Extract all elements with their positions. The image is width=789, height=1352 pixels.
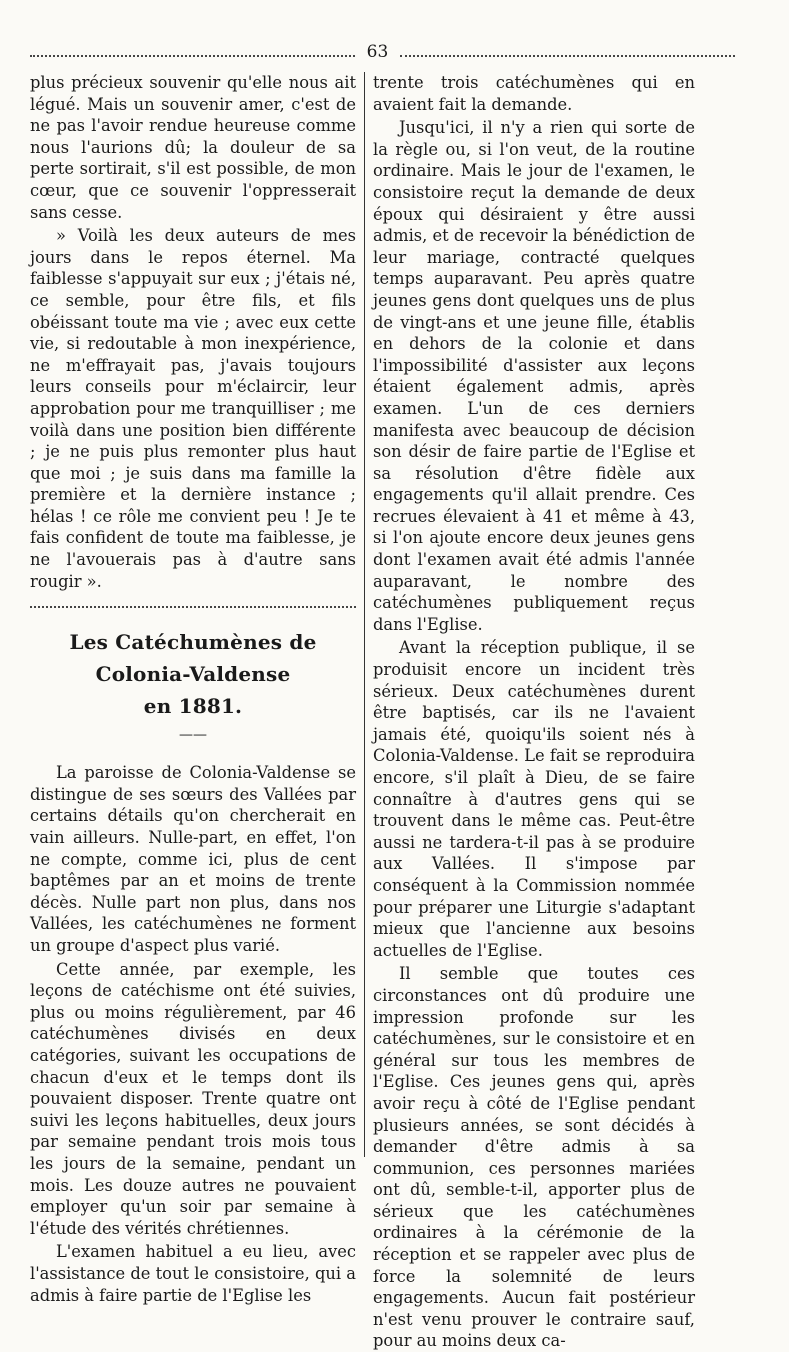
paragraph: Avant la réception publique, il se produisit encore un incident très sérieux. Deux catéchumènes durent être baptisés, car ils ne l'avaient jamais été, quoiqu'ils soient nés à Colonia-Valdense. Le fait se reproduira encore, s'il plaît à Dieu, de se faire connaître à d'autres gens qui se trouvent dans le même cas. Peut-être aussi ne tardera-t-il pas à se produire aux Vallées. Il s'impose par conséquent à la Commission nommée pour préparer une Liturgie s'adaptant mieux que l'ancienne aux besoins actuelles de l'Eglise. [373, 638, 695, 960]
paragraph: La paroisse de Colonia-Valdense se distingue de ses sœurs des Vallées par certains détails qu'on chercherait en vain ailleurs. Nulle-part, en effet, l'on ne compte, comme ici, plus de cent baptêmes par an et moins de trente décès. Nulle part non plus, dans nos Vallées, les catéchumènes ne forment un groupe d'aspect plus varié. [30, 763, 356, 955]
header-rule-left [30, 55, 355, 57]
paragraph: plus précieux souvenir qu'elle nous ait légué. Mais un souvenir amer, c'est de ne pas l'avoir rendue heureuse comme nous l'aurions dû; la douleur de sa perte sortirait, s'il est possible, de mon cœur, que ce souvenir l'oppresserait sans cesse. [30, 73, 356, 222]
paragraph: Cette année, par exemple, les leçons de catéchisme ont été suivies, plus ou moins régulièrement, par 46 catéchumènes divisés en deux catégories, suivant les occupations de chacun d'eux et le temps dont ils pouvaient disposer. Trente quatre ont suivi les leçons habituelles, deux jours par semaine pendant trois mois tous les jours de la semaine, pendant un mois. Les douze autres ne pouvaient employer qu'un soir par semaine à l'étude des vérités chrétiennes. [30, 959, 356, 1238]
section-heading [30, 626, 356, 722]
paragraph: L'examen habituel a eu lieu, avec l'assistance de tout le consistoire, qui a admis à faire partie de l'Eglise les [30, 1242, 356, 1305]
paragraph: trente trois catéchumènes qui en avaient fait la demande. [373, 73, 695, 114]
section-divider [30, 606, 356, 608]
heading-ornament: —— [179, 727, 207, 744]
column-separator [364, 72, 365, 1157]
right-column [373, 72, 695, 1351]
header-rule-right [400, 55, 735, 57]
paragraph: Il semble que toutes ces circonstances ont dû produire une impression profonde sur les catéchumènes, sur le consistoire et en général sur tous les membres de l'Eglise. Ces jeunes gens qui, après avoir reçu à côté de l'Eglise pendant plusieurs années, se sont décidés à demander d'être admis à sa communion, ces personnes mariées ont dû, semble-t-il, apporter plus de sérieux que les catéchumènes ordinaires à la cérémonie de la réception et se rappeler avec plus de force la solemnité de leurs engagements. Aucun fait postérieur n'est venu prouver le contraire sauf, pour au moins deux ca- [373, 964, 695, 1351]
paragraph: » Voilà les deux auteurs de mes jours dans le repos éternel. Ma faiblesse s'appuyait sur eux ; j'étais né, ce semble, pour être fils, et fils obéissant toute ma vie ; avec eux cette vie, si redoutable à mon inexpérience, ne m'effrayait pas, j'avais toujours leurs conseils pour m'éclaircir, leur approbation pour me tranquilliser ; me voilà dans une position bien différente ; je ne puis plus remonter plus haut que moi ; je suis dans ma famille la première et la dernière instance ; hélas ! ce rôle me convient peu ! Je te fais confident de toute ma faiblesse, je ne l'avouerais pas à d'autre sans rougir ». [30, 226, 356, 591]
page-number: 63 [366, 42, 389, 62]
heading-line: Les Catéchumènes de Colonia-Valdense [69, 630, 317, 687]
left-column [30, 72, 356, 1305]
paragraph: Jusqu'ici, il n'y a rien qui sorte de la règle ou, si l'on veut, de la routine ordinaire. Mais le jour de l'examen, le consistoire reçut la demande de deux époux qui désiraient y être aussi admis, et de recevoir la bénédiction de leur mariage, contracté quelques temps auparavant. Peu après quatre jeunes gens dont quelques uns de plus de vingt-ans et une jeune fille, établis en dehors de la colonie et dans l'impossibilité d'assister aux leçons étaient également admis, après examen. L'un de ces derniers manifesta avec beaucoup de décision son désir de faire partie de l'Eglise et sa résolution d'être fidèle aux engagements qu'il allait prendre. Ces recrues élevaient à 41 et même à 43, si l'on ajoute encore deux jeunes gens dont l'examen avait été admis l'année auparavant, le nombre des catéchumènes publiquement reçus dans l'Eglise. [373, 118, 695, 634]
page-header [30, 38, 735, 68]
heading-line: en 1881. [143, 694, 243, 719]
